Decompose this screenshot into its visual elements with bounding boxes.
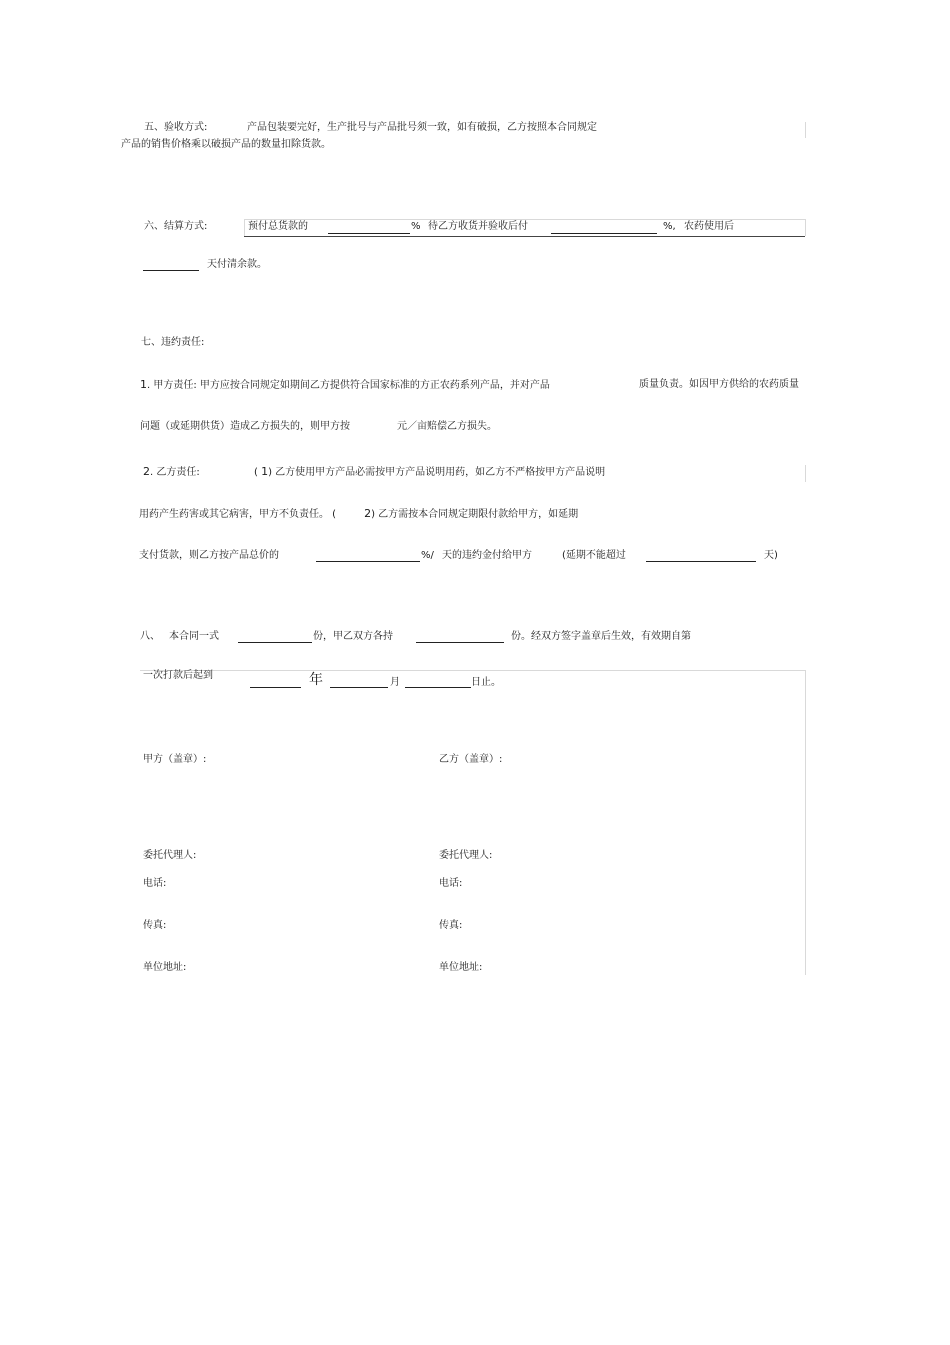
month-label: 月	[390, 677, 400, 688]
section5-heading: 五、验收方式:	[144, 122, 208, 133]
penalty-percent-sign: %/	[421, 550, 434, 561]
paren: (	[254, 467, 258, 478]
prepay-label: 预付总货款的	[248, 221, 308, 232]
item-number: 2	[364, 507, 372, 520]
right-border	[805, 122, 806, 138]
after-accept-label: 待乙方收货并验收后付	[428, 221, 528, 232]
after-use-label: 农药使用后	[684, 221, 734, 232]
party-b-duty-text: ) 乙方需按本合同规定期限付款给甲方，如延期	[371, 509, 579, 520]
right-border	[805, 465, 806, 482]
party-a-phone: 电话:	[143, 878, 167, 889]
party-b-duty-line3b: 天的违约金付给甲方	[442, 550, 532, 561]
item-number: 2	[143, 465, 150, 478]
after-accept-percent-blank[interactable]	[551, 233, 657, 234]
signature-box-top	[140, 670, 805, 671]
party-b-agent: 委托代理人:	[439, 850, 493, 861]
party-a-agent: 委托代理人:	[143, 850, 197, 861]
section8-heading: 八、	[140, 631, 160, 642]
section5-text-line1: 产品包装要完好，生产批号与产品批号须一致，如有破损，乙方按照本合同规定	[247, 122, 597, 133]
section8-text2: 份。经双方签字盖章后生效，有效期自第	[511, 631, 691, 642]
section8-copies: 份，甲乙双方各持	[313, 631, 393, 642]
party-b-duty-label: . 乙方责任:	[150, 467, 200, 478]
table-left-border	[244, 219, 245, 236]
party-b-duty-line3c: (延期不能超过	[562, 550, 626, 561]
section6-tail: 天付清余款。	[207, 259, 267, 270]
party-a-duty-line2: 问题（或延期供货）造成乙方损失的，则甲方按	[140, 421, 350, 432]
table-top-line	[244, 219, 805, 220]
party-b-duty-line1	[254, 466, 605, 479]
section6-heading: 六、结算方式:	[144, 221, 208, 232]
party-b-fax: 传真:	[439, 920, 463, 931]
month-blank[interactable]	[330, 687, 388, 688]
table-right-border	[805, 219, 806, 236]
after-accept-percent-sign: %,	[663, 221, 676, 232]
party-a-duty-text: . 甲方责任: 甲方应按合同规定如期间乙方提供符合国家标准的方正农药系列产品，并对产品	[147, 380, 550, 391]
party-a-address: 单位地址:	[143, 962, 187, 973]
party-a-fax: 传真:	[143, 920, 167, 931]
section7-heading: 七、违约责任:	[141, 337, 205, 348]
max-delay-days-suffix: 天)	[764, 550, 778, 561]
prepay-percent-sign: %	[411, 221, 421, 232]
party-b-duty-text: 用药产生药害或其它病害，甲方不负责任。 (	[139, 509, 337, 520]
party-b-address: 单位地址:	[439, 962, 483, 973]
section8-text1: 本合同一式	[169, 631, 219, 642]
day-blank[interactable]	[405, 687, 471, 688]
item-number: 1	[140, 378, 147, 391]
table-bottom-line	[244, 236, 805, 237]
party-a-duty-line2b: 元／亩赔偿乙方损失。	[397, 421, 497, 432]
party-b-duty-heading	[143, 466, 200, 479]
signature-box-right	[805, 670, 806, 975]
max-delay-days-blank[interactable]	[646, 561, 756, 562]
year-blank[interactable]	[250, 687, 301, 688]
section5-text-line2: 产品的销售价格乘以破损产品的数量扣除货款。	[121, 139, 331, 150]
party-b-phone: 电话:	[439, 878, 463, 889]
party-b-duty-text: ) 乙方使用甲方产品必需按甲方产品说明用药，如乙方不严格按甲方产品说明	[268, 467, 606, 478]
party-b-duty-line2	[139, 508, 578, 521]
party-b-duty-line3: 支付货款，则乙方按产品总价的	[139, 550, 279, 561]
copies-blank[interactable]	[238, 642, 312, 643]
party-a-duty-line1b: 质量负责。如因甲方供给的农药质量	[639, 379, 799, 390]
prepay-percent-blank[interactable]	[328, 233, 410, 234]
each-copies-blank[interactable]	[416, 642, 504, 643]
party-a-seal: 甲方（盖章）:	[143, 754, 207, 765]
party-b-seal: 乙方（盖章）:	[439, 754, 503, 765]
day-end-label: 日止。	[471, 677, 501, 688]
item-number: 1	[261, 465, 269, 478]
section8-line2a: 一次打款后起到	[143, 670, 213, 681]
party-a-duty-line1	[140, 379, 550, 392]
days-blank[interactable]	[143, 270, 199, 271]
penalty-percent-blank[interactable]	[316, 561, 420, 562]
year-label: 年	[309, 672, 323, 688]
